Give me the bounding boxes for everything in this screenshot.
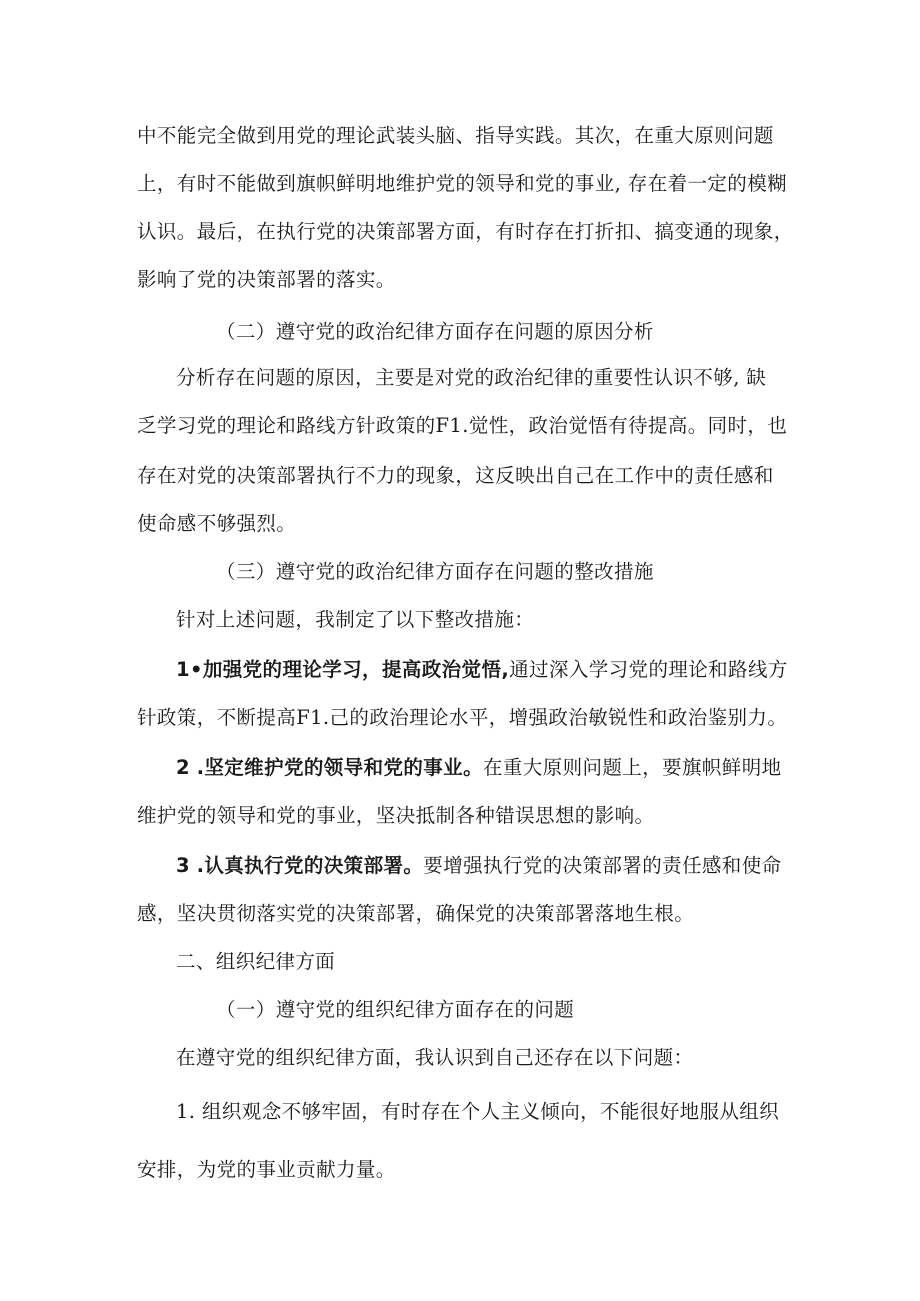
list-item xyxy=(176,654,788,682)
paragraph-line: 维护党的领导和党的事业，坚决抵制各种错误思想的影响。 xyxy=(137,804,655,827)
paragraph-line: 在遵守党的组织纪律方面，我认识到自己还存在以下问题： xyxy=(176,1046,694,1069)
paragraph-line: 感，坚决贯彻落实党的决策部署，确保党的决策部署落地生根。 xyxy=(137,902,695,925)
section-heading: （一）遵守党的组织纪律方面存在的问题 xyxy=(216,998,575,1021)
section-heading: （二）遵守党的政治纪律方面存在问题的原因分析 xyxy=(216,320,654,343)
paragraph-line: 存在对党的决策部署执行不力的现象，这反映出自己在工作中的责任感和 xyxy=(137,464,774,487)
paragraph-line: 中不能完全做到用党的理论武装头脑、指导实践。其次，在重大原则问题 xyxy=(137,124,774,147)
list-item-number: 1• xyxy=(176,658,203,681)
paragraph-line: 上，有时不能做到旗帜鲜明地维护党的领导和党的事业, 存在着一定的模糊 xyxy=(137,172,787,195)
paragraph-line: 针政策，不断提高F1.己的政治理论水平，增强政治敏锐性和政治鉴别力。 xyxy=(137,706,788,729)
list-item xyxy=(176,752,782,780)
paragraph-line: 影响了党的决策部署的落实。 xyxy=(137,268,396,291)
list-item-text: 要增强执行党的决策部署的责任感和使命 xyxy=(423,854,782,877)
list-item-number: 2 xyxy=(176,756,190,779)
section-heading: （三）遵守党的政治纪律方面存在问题的整改措施 xyxy=(216,560,654,583)
paragraph-line: 使命感不够强烈。 xyxy=(137,512,297,535)
list-item-number: 3 xyxy=(176,854,190,877)
section-heading: 二、组织纪律方面 xyxy=(176,950,336,973)
list-item-bold: .认真执行党的决策部署。 xyxy=(196,854,424,877)
paragraph-line: 乏学习党的理论和路线方针政策的F1.觉性，政治觉悟有待提高。同时，也 xyxy=(137,414,788,437)
paragraph-line: 安排，为党的事业贡献力量。 xyxy=(137,1158,396,1181)
paragraph-line: 针对上述问题，我制定了以下整改措施： xyxy=(176,608,535,631)
paragraph-line: 认识。最后，在执行党的决策部署方面，有时存在打折扣、搞变通的现象， xyxy=(137,220,794,243)
paragraph-line: 分析存在问题的原因，主要是对党的政治纪律的重要性认识不够, 缺 xyxy=(176,366,767,389)
list-item-text: 在重大原则问题上，要旗帜鲜明地 xyxy=(483,756,782,779)
list-item-bold: 加强党的理论学习，提高政治觉悟, xyxy=(202,658,510,681)
list-item xyxy=(176,850,782,878)
list-item-bold: .坚定维护党的领导和党的事业。 xyxy=(196,756,483,779)
paragraph-line: 1. 组织观念不够牢固，有时存在个人主义倾向，不能很好地服从组织 xyxy=(176,1100,780,1123)
list-item-text: 通过深入学习党的理论和路线方 xyxy=(509,658,788,681)
